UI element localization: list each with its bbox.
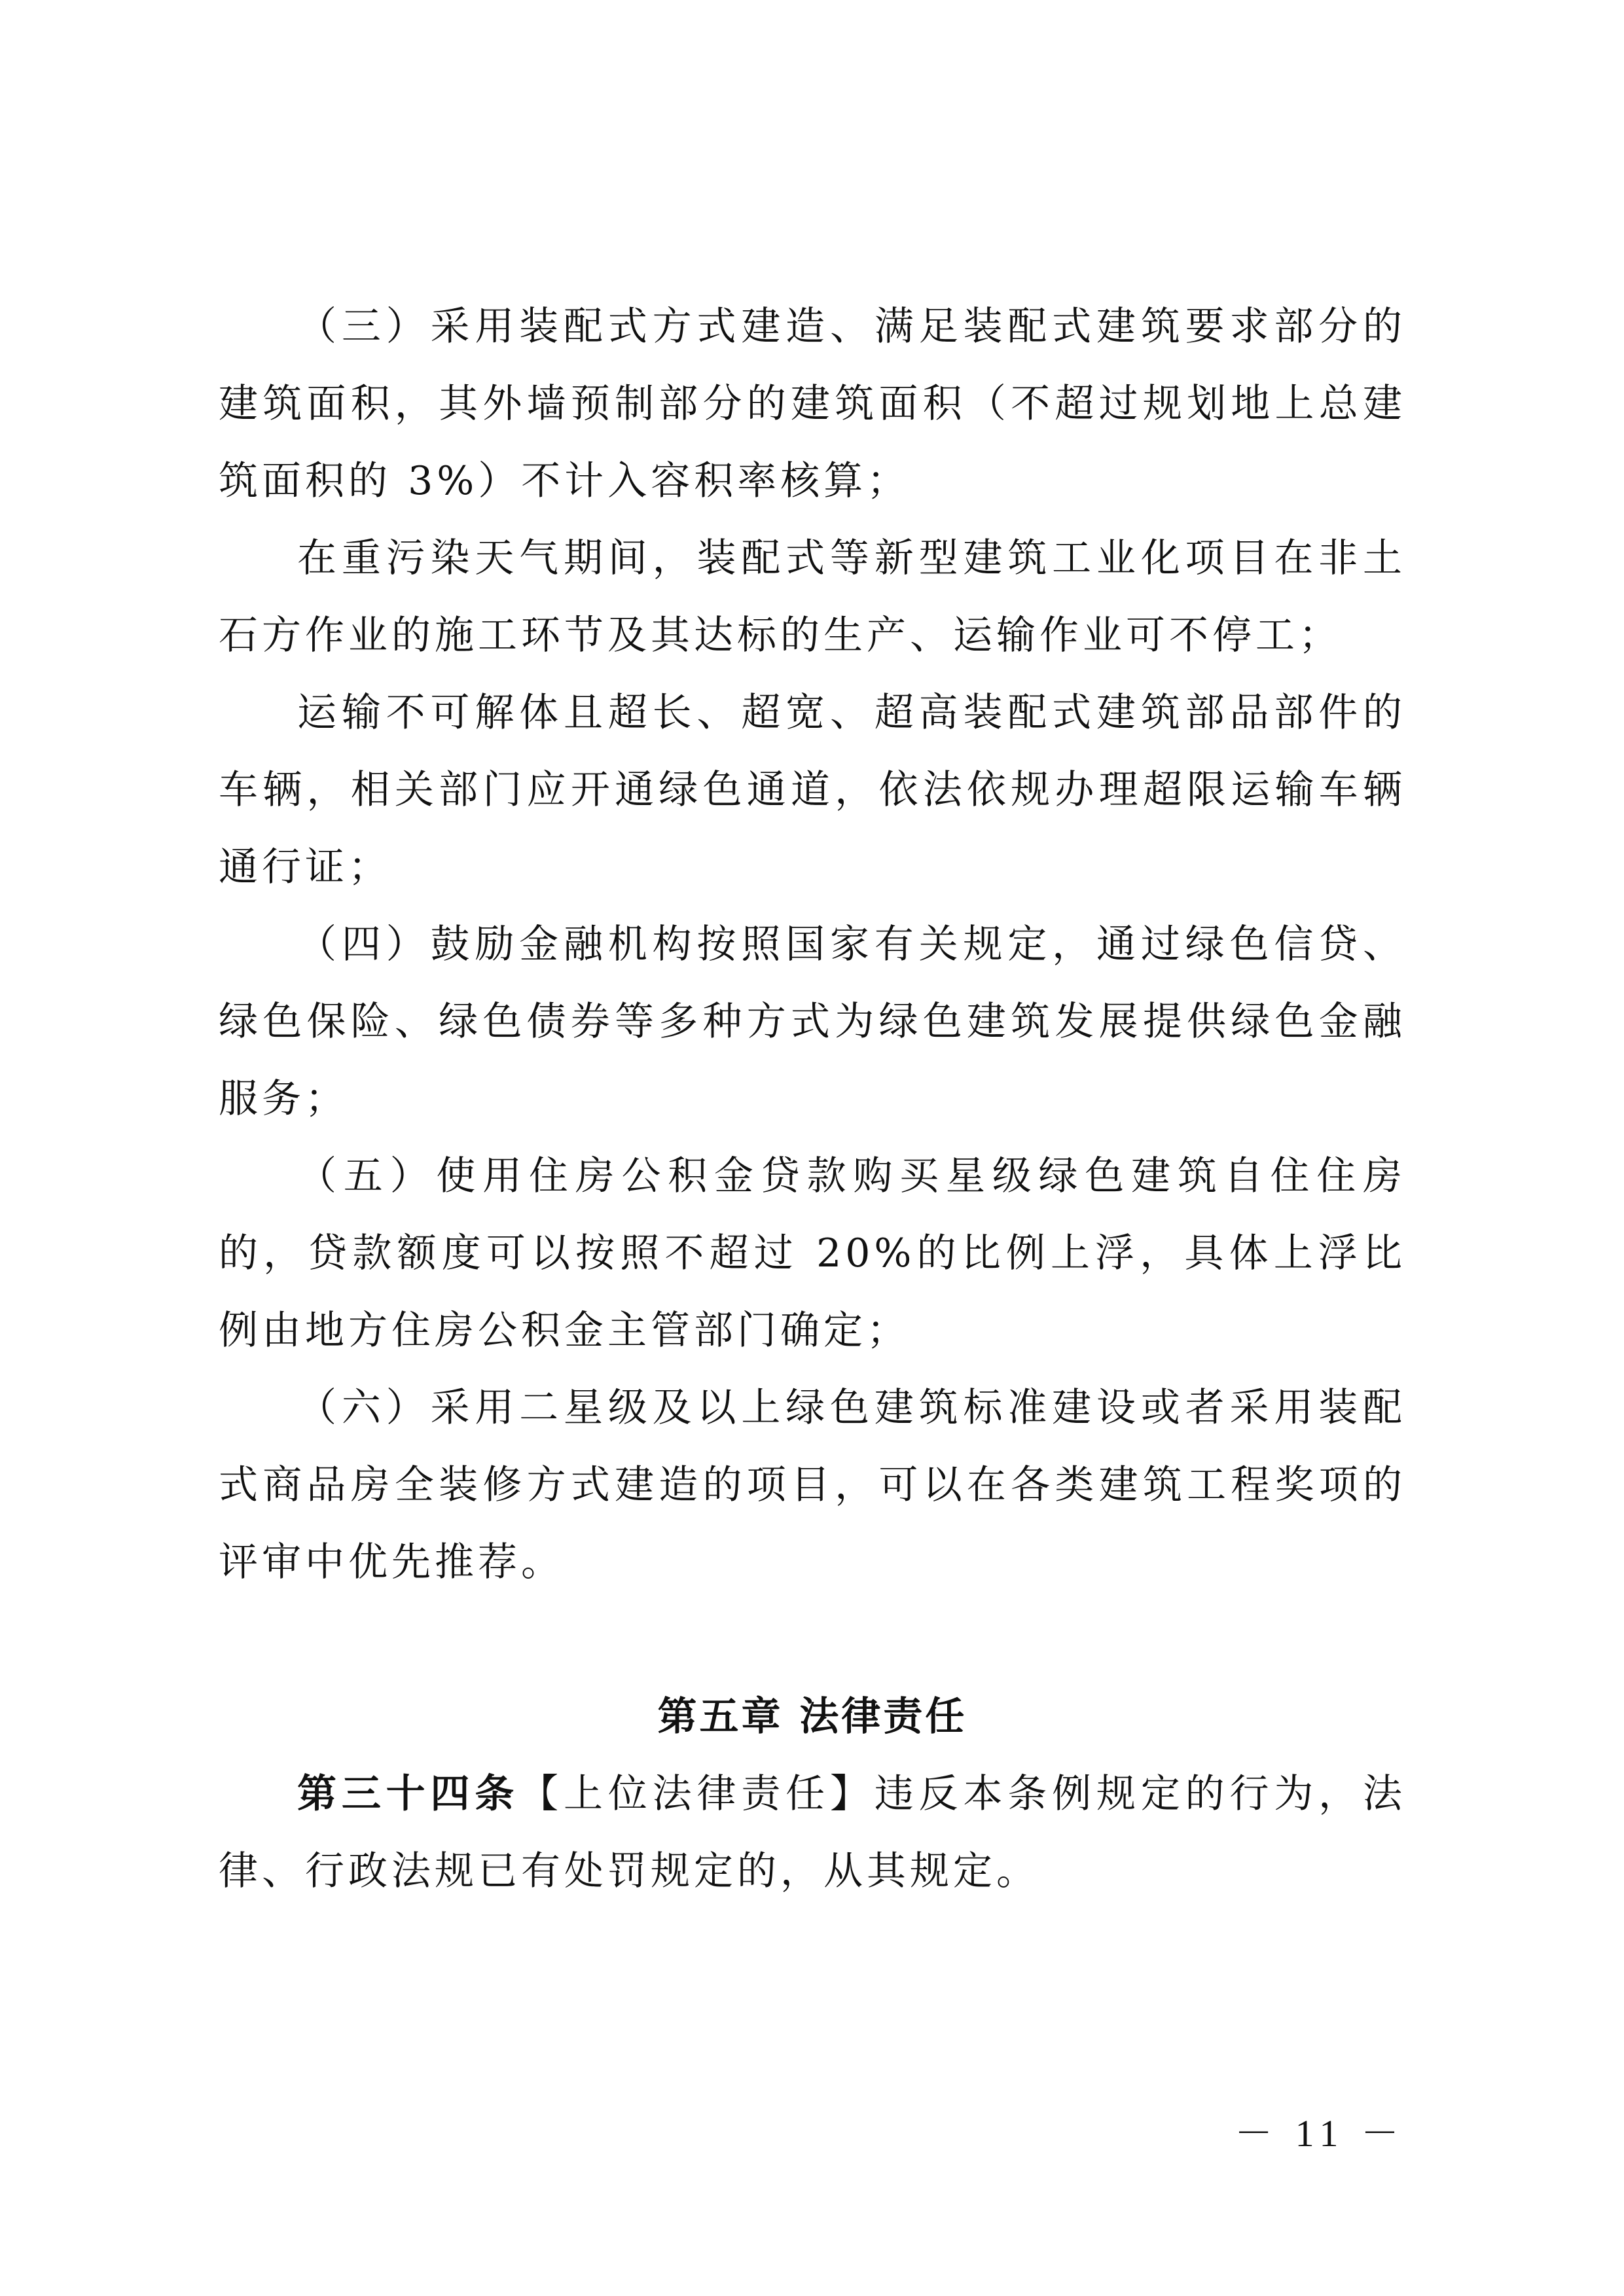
section-spacer — [219, 1601, 1406, 1678]
page-number: － 11 － — [1235, 2112, 1405, 2155]
paragraph-transport: 运输不可解体且超长、超宽、超高装配式建筑部品部件的车辆，相关部门应开通绿色通道，依法依规办理超限运输车辆通行证； — [219, 690, 1406, 890]
paragraph-heavy-pollution: 在重污染天气期间，装配式等新型建筑工业化项目在非土石方作业的施工环节及其达标的生产、运输作业可不停工； — [219, 535, 1406, 658]
chapter-title: 第五章 法律责任 — [657, 1694, 967, 1740]
paragraph-item-5: （五）使用住房公积金贷款购买星级绿色建筑自住住房的，贷款额度可以按照不超过 20%的比例上浮，具体上浮比例由地方住房公积金主管部门确定； — [219, 1153, 1406, 1354]
article-34 — [219, 1755, 1406, 1910]
article-heading: 第三十四条 — [297, 1771, 520, 1817]
paragraph-item-3: （三）采用装配式方式建造、满足装配式建筑要求部分的建筑面积，其外墙预制部分的建筑面积（不超过规划地上总建筑面积的 3%）不计入容积率核算； — [219, 304, 1406, 504]
paragraph-item-4: （四）鼓励金融机构按照国家有关规定，通过绿色信贷、绿色保险、绿色债券等多种方式为绿色建筑发展提供绿色金融服务； — [219, 922, 1406, 1122]
document-body — [219, 288, 1406, 1910]
paragraph-item-6: （六）采用二星级及以上绿色建筑标准建设或者采用装配式商品房全装修方式建造的项目，可以在各类建筑工程奖项的评审中优先推荐。 — [219, 1385, 1406, 1585]
article-body: 【上位法律责任】违反本条例规定的行为，法律、行政法规已有处罚规定的，从其规定。 — [219, 1771, 1407, 1894]
